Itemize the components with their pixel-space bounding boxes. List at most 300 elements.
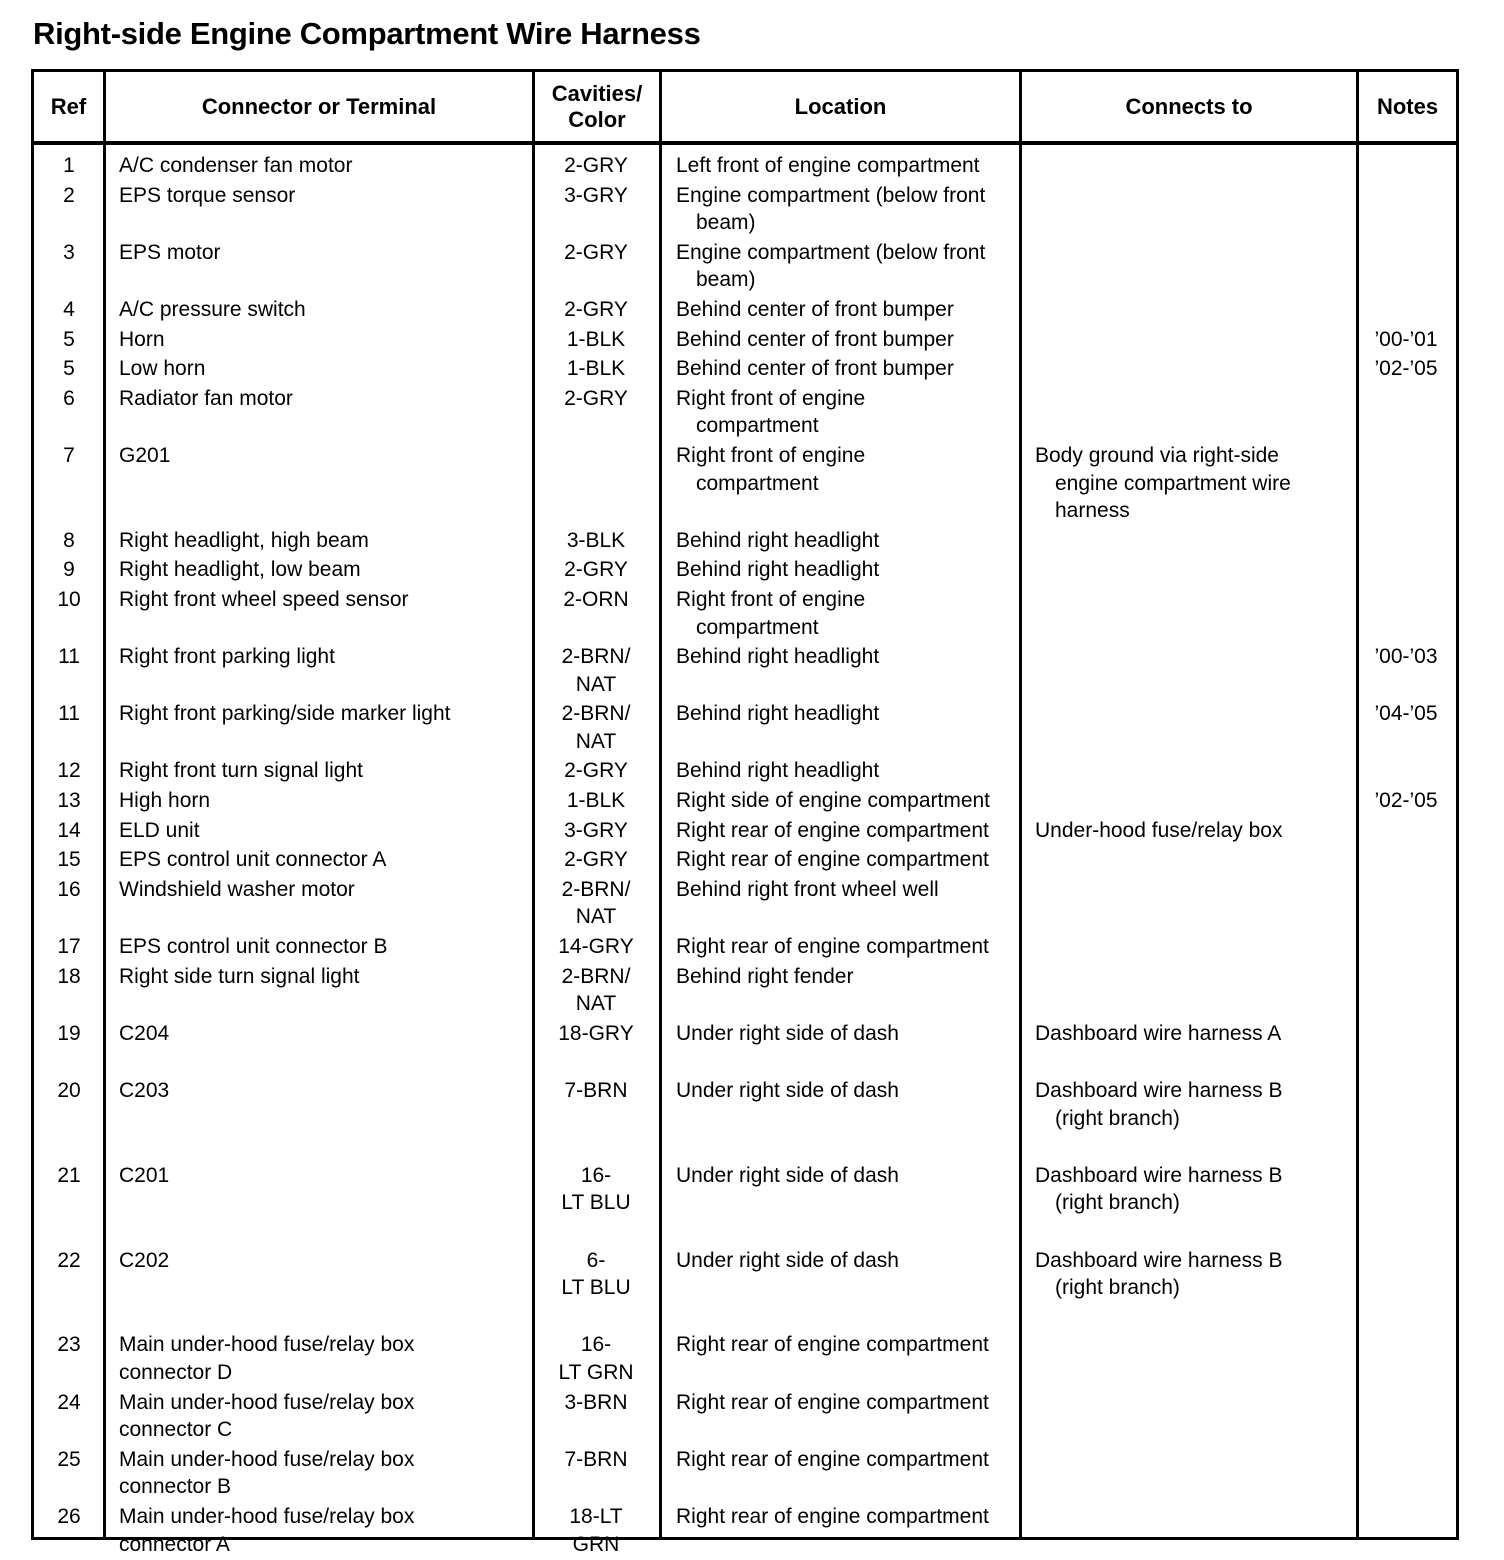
location-cell	[676, 1077, 899, 1105]
connector-cell	[119, 1503, 414, 1558]
ref-cell-line: 1	[63, 154, 75, 177]
ref-cell	[34, 326, 104, 354]
connector-cell-line: Main under-hood fuse/relay box	[119, 1390, 415, 1414]
connector-cell-line: Right front turn signal light	[119, 759, 363, 783]
connector-cell-line: C201	[119, 1163, 170, 1187]
cavities-cell-line: 1-BLK	[566, 357, 626, 381]
ref-cell-line: 13	[57, 789, 81, 813]
ref-cell	[34, 1247, 104, 1275]
connector-cell	[119, 556, 361, 584]
cavities-cell	[536, 700, 656, 755]
connector-cell-line: Right side turn signal light	[119, 964, 360, 988]
location-cell-line: Behind right headlight	[676, 759, 880, 783]
connector-cell-line: A/C pressure switch	[119, 297, 306, 321]
cavities-cell-line: 2-GRY	[564, 154, 628, 177]
cavities-cell	[536, 1020, 656, 1048]
location-cell-line: Behind right headlight	[676, 645, 880, 669]
ref-cell	[34, 442, 104, 470]
ref-cell-line: 12	[57, 759, 81, 783]
location-cell-line: Under right side of dash	[676, 1021, 899, 1045]
cavities-cell	[536, 182, 656, 210]
ref-cell-line: 14	[57, 818, 81, 842]
ref-cell	[34, 933, 104, 961]
connector-cell	[119, 1020, 169, 1048]
ref-cell	[34, 556, 104, 584]
ref-cell	[34, 385, 104, 413]
cavities-cell-line: 18-GRY	[558, 1021, 634, 1045]
ref-cell	[34, 1446, 104, 1474]
cavities-cell-line: 2-BRN/	[561, 645, 631, 669]
cavities-cell	[536, 1077, 656, 1105]
cavities-cell-line: 2-GRY	[564, 848, 628, 872]
location-cell	[676, 933, 989, 961]
location-cell	[676, 1162, 899, 1190]
table-row	[34, 700, 1456, 757]
ref-cell-line: 20	[57, 1079, 81, 1103]
location-cell	[676, 527, 879, 555]
connector-cell	[119, 182, 295, 210]
location-cell-line: beam)	[696, 268, 756, 292]
table-row	[34, 1503, 1456, 1560]
connector-cell-line: C204	[119, 1021, 170, 1045]
ref-cell	[34, 296, 104, 324]
notes-cell-line: ’02-’05	[1374, 357, 1438, 381]
header-divider	[34, 141, 1456, 145]
location-cell-line: Under right side of dash	[676, 1248, 899, 1272]
notes-cell-line: ’04-’05	[1374, 702, 1438, 726]
ref-cell-line: 10	[57, 587, 81, 611]
ref-cell	[34, 1331, 104, 1359]
notes-cell	[1358, 643, 1454, 671]
cavities-cell-line: 2-GRY	[564, 759, 628, 783]
table-row	[34, 846, 1456, 876]
location-cell	[676, 643, 879, 671]
location-cell	[676, 182, 985, 237]
cavities-cell-line: 3-BLK	[566, 528, 626, 552]
cavities-cell-line: NAT	[575, 729, 617, 753]
header-connects-to: Connects to	[1125, 93, 1253, 119]
page-title: Right-side Engine Compartment Wire Harness	[33, 16, 701, 51]
connects-to-cell-line: (right branch)	[1055, 1191, 1180, 1215]
ref-cell	[34, 787, 104, 815]
ref-cell	[34, 700, 104, 728]
connector-cell-line: EPS control unit connector A	[119, 848, 387, 872]
ref-cell-line: 25	[57, 1447, 81, 1471]
cavities-cell-line: NAT	[575, 992, 617, 1016]
connector-cell	[119, 817, 200, 845]
connector-cell-line: Low horn	[119, 357, 206, 381]
location-cell	[676, 296, 954, 324]
cavities-cell-line: NAT	[575, 905, 617, 929]
ref-cell	[34, 1162, 104, 1190]
location-cell-line: Behind right headlight	[676, 528, 880, 552]
location-cell-line: Behind right fender	[676, 964, 854, 988]
cavities-cell-line: 2-GRY	[564, 240, 628, 264]
ref-cell	[34, 182, 104, 210]
connector-cell-line: Windshield washer motor	[119, 877, 355, 901]
cavities-cell-line: 3-GRY	[564, 183, 628, 207]
connects-to-cell-line: harness	[1055, 499, 1130, 523]
location-cell-line: Engine compartment (below front	[676, 183, 986, 207]
ref-cell-line: 11	[58, 645, 80, 669]
ref-cell-line: 5	[63, 327, 75, 351]
notes-cell	[1358, 326, 1454, 354]
connects-to-cell	[1035, 1020, 1281, 1048]
location-cell-line: Right front of engine	[676, 443, 866, 467]
cavities-cell-line: 2-ORN	[563, 587, 629, 611]
connector-cell-line: Right headlight, high beam	[119, 528, 369, 552]
ref-cell	[34, 1389, 104, 1417]
notes-cell	[1358, 787, 1454, 815]
connector-cell	[119, 1331, 414, 1386]
location-cell-line: Under right side of dash	[676, 1079, 899, 1103]
cavities-cell	[536, 846, 656, 874]
connector-cell-line: connector A	[119, 1532, 230, 1556]
connector-cell	[119, 1389, 414, 1444]
connector-cell	[119, 876, 355, 904]
connector-cell-line: Main under-hood fuse/relay box	[119, 1333, 415, 1357]
cavities-cell-line: 2-GRY	[564, 558, 628, 582]
connector-cell	[119, 385, 293, 413]
connects-to-cell-line: Dashboard wire harness A	[1035, 1021, 1282, 1045]
connector-cell	[119, 643, 335, 671]
table-row	[34, 1247, 1456, 1332]
location-cell-line: Right rear of engine compartment	[676, 1390, 989, 1414]
cavities-cell	[536, 1389, 656, 1417]
connector-cell-line: Radiator fan motor	[119, 386, 293, 410]
connector-cell	[119, 527, 369, 555]
connector-cell	[119, 1247, 169, 1275]
ref-cell	[34, 586, 104, 614]
notes-cell-line: ’02-’05	[1374, 789, 1438, 813]
location-cell-line: Behind center of front bumper	[676, 327, 954, 351]
connector-cell-line: Horn	[119, 327, 165, 351]
connector-cell-line: EPS motor	[119, 240, 221, 264]
location-cell-line: Right rear of engine compartment	[676, 1447, 989, 1471]
connector-cell-line: C202	[119, 1248, 170, 1272]
cavities-cell	[536, 355, 656, 383]
cavities-cell	[536, 326, 656, 354]
cavities-cell	[536, 586, 656, 614]
ref-cell-line: 21	[57, 1163, 81, 1187]
connector-cell-line: High horn	[119, 789, 211, 813]
ref-cell	[34, 643, 104, 671]
location-cell-line: Behind center of front bumper	[676, 357, 954, 381]
ref-cell-line: 15	[57, 848, 81, 872]
location-cell	[676, 757, 879, 785]
ref-cell-line: 22	[57, 1248, 81, 1272]
cavities-cell	[536, 933, 656, 961]
location-cell-line: Behind right headlight	[676, 558, 880, 582]
connects-to-cell	[1035, 817, 1282, 845]
connector-cell-line: Right front parking light	[119, 645, 335, 669]
ref-cell-line: 23	[57, 1333, 81, 1357]
notes-cell	[1358, 355, 1454, 383]
table-row	[34, 1162, 1456, 1247]
location-cell-line: compartment	[696, 471, 819, 495]
connector-cell	[119, 1077, 169, 1105]
cavities-cell-line: 3-GRY	[564, 818, 628, 842]
header-cavities-line2: Color	[568, 106, 626, 132]
table-row	[34, 556, 1456, 586]
header-notes: Notes	[1376, 93, 1439, 119]
ref-cell-line: 24	[57, 1390, 81, 1414]
ref-cell	[34, 152, 104, 180]
cavities-cell	[536, 876, 656, 931]
ref-cell-line: 8	[63, 528, 75, 552]
cavities-cell-line: 2-BRN/	[561, 964, 631, 988]
connector-cell-line: connector C	[119, 1418, 233, 1442]
cavities-cell-line: NAT	[575, 672, 617, 696]
ref-cell	[34, 876, 104, 904]
location-cell	[676, 817, 989, 845]
connector-cell	[119, 239, 221, 267]
location-cell-line: Under right side of dash	[676, 1163, 899, 1187]
table-row	[34, 876, 1456, 933]
ref-cell-line: 3	[63, 240, 75, 264]
cavities-cell-line: GRN	[572, 1532, 620, 1556]
cavities-cell	[536, 556, 656, 584]
ref-cell	[34, 355, 104, 383]
location-cell	[676, 355, 954, 383]
ref-cell	[34, 527, 104, 555]
connector-cell-line: EPS torque sensor	[119, 183, 296, 207]
ref-cell-line: 4	[63, 297, 75, 321]
location-cell	[676, 1020, 899, 1048]
location-cell-line: Right front of engine	[676, 386, 866, 410]
cavities-cell-line: 14-GRY	[558, 935, 634, 959]
connects-to-cell	[1035, 1247, 1282, 1302]
ref-cell-line: 11	[58, 702, 80, 726]
ref-cell-line: 6	[63, 386, 75, 410]
ref-cell-line: 9	[63, 558, 75, 582]
cavities-cell-line: 2-GRY	[564, 297, 628, 321]
table-row	[34, 355, 1456, 385]
location-cell-line: beam)	[696, 211, 756, 235]
table-row	[34, 1389, 1456, 1446]
cavities-cell-line: 18-LT	[569, 1504, 623, 1528]
cavities-cell-line: 2-GRY	[564, 386, 628, 410]
cavities-cell-line: 6-	[586, 1248, 606, 1272]
location-cell	[676, 1331, 989, 1359]
connector-cell-line: ELD unit	[119, 818, 200, 842]
cavities-cell	[536, 1247, 656, 1302]
cavities-cell-line: 3-BRN	[564, 1390, 628, 1414]
cavities-cell-line: 1-BLK	[566, 789, 626, 813]
connector-cell-line: Right headlight, low beam	[119, 558, 361, 582]
location-cell	[676, 1247, 899, 1275]
table-row	[34, 787, 1456, 817]
location-cell	[676, 846, 989, 874]
connector-cell	[119, 1162, 169, 1190]
cavities-cell-line: LT BLU	[561, 1276, 631, 1300]
connector-cell-line: Main under-hood fuse/relay box	[119, 1504, 415, 1528]
location-cell	[676, 700, 879, 728]
cavities-cell	[536, 757, 656, 785]
ref-cell	[34, 963, 104, 991]
cavities-cell	[536, 643, 656, 698]
location-cell-line: Behind center of front bumper	[676, 297, 954, 321]
location-cell	[676, 239, 985, 294]
connects-to-cell-line: (right branch)	[1055, 1276, 1180, 1300]
cavities-cell-line: 2-BRN/	[561, 702, 631, 726]
ref-cell	[34, 1503, 104, 1531]
ref-cell	[34, 817, 104, 845]
connector-cell	[119, 933, 387, 961]
connects-to-cell	[1035, 1162, 1282, 1217]
location-cell	[676, 556, 879, 584]
location-cell-line: Right rear of engine compartment	[676, 1333, 989, 1357]
table-row	[34, 1020, 1456, 1077]
location-cell-line: Behind right front wheel well	[676, 877, 939, 901]
connector-cell	[119, 152, 352, 180]
table-row	[34, 182, 1456, 239]
connector-cell	[119, 963, 359, 991]
connects-to-cell	[1035, 442, 1291, 525]
location-cell	[676, 442, 865, 497]
connects-to-cell-line: Body ground via right-side	[1035, 443, 1279, 467]
cavities-cell-line: 16-	[580, 1163, 612, 1187]
connects-to-cell-line: Dashboard wire harness B	[1035, 1248, 1283, 1272]
ref-cell-line: 26	[57, 1504, 81, 1528]
cavities-cell-line: LT GRN	[558, 1361, 634, 1384]
location-cell	[676, 385, 865, 440]
connector-cell	[119, 1446, 414, 1501]
table-row	[34, 527, 1456, 557]
connector-cell-line: EPS control unit connector B	[119, 935, 388, 959]
ref-cell-line: 5	[63, 357, 75, 381]
cavities-cell	[536, 385, 656, 413]
connector-cell-line: Main under-hood fuse/relay box	[119, 1447, 415, 1471]
header-ref: Ref	[50, 93, 87, 119]
connector-cell-line: connector B	[119, 1475, 232, 1499]
cavities-cell-line: 1-BLK	[566, 327, 626, 351]
connector-cell	[119, 326, 165, 354]
connector-cell	[119, 787, 210, 815]
notes-cell-line: ’00-’03	[1374, 645, 1438, 669]
header-cavities-line1: Cavities/	[551, 80, 643, 106]
location-cell-line: Right rear of engine compartment	[676, 1504, 989, 1528]
cavities-cell-line: LT BLU	[561, 1191, 631, 1215]
header-location: Location	[794, 93, 887, 119]
table-row	[34, 239, 1456, 296]
cavities-cell	[536, 1503, 656, 1558]
cavities-cell	[536, 527, 656, 555]
table-row	[34, 933, 1456, 963]
table-row	[34, 643, 1456, 700]
location-cell-line: Right front of engine	[676, 587, 866, 611]
ref-cell-line: 16	[57, 877, 81, 901]
ref-cell-line: 18	[57, 964, 81, 988]
table-row	[34, 296, 1456, 326]
location-cell-line: Left front of engine compartment	[676, 154, 980, 177]
ref-cell	[34, 1077, 104, 1105]
location-cell-line: Right side of engine compartment	[676, 789, 991, 813]
location-cell-line: Behind right headlight	[676, 702, 880, 726]
connector-cell	[119, 586, 409, 614]
connector-cell	[119, 846, 386, 874]
ref-cell	[34, 239, 104, 267]
connects-to-cell	[1035, 1077, 1282, 1132]
ref-cell-line: 7	[63, 443, 75, 467]
ref-cell	[34, 1020, 104, 1048]
connects-to-cell-line: Under-hood fuse/relay box	[1035, 818, 1283, 842]
ref-cell	[34, 757, 104, 785]
connector-cell-line: A/C condenser fan motor	[119, 154, 353, 177]
cavities-cell-line: 2-BRN/	[561, 877, 631, 901]
notes-cell	[1358, 700, 1454, 728]
cavities-cell	[536, 1446, 656, 1474]
location-cell	[676, 326, 954, 354]
cavities-cell	[536, 239, 656, 267]
cavities-cell	[536, 817, 656, 845]
connector-cell	[119, 757, 363, 785]
location-cell	[676, 586, 865, 641]
table-row	[34, 1077, 1456, 1162]
location-cell	[676, 1446, 989, 1474]
connector-cell	[119, 700, 450, 728]
connector-cell-line: Right front parking/side marker light	[119, 702, 451, 726]
location-cell	[676, 876, 939, 904]
ref-cell	[34, 846, 104, 874]
table-row	[34, 442, 1456, 527]
table-row	[34, 586, 1456, 643]
location-cell	[676, 787, 990, 815]
location-cell-line: compartment	[696, 414, 819, 438]
location-cell-line: compartment	[696, 615, 819, 639]
cavities-cell	[536, 296, 656, 324]
connector-cell-line: Right front wheel speed sensor	[119, 587, 409, 611]
connector-cell	[119, 296, 306, 324]
connector-cell-line: C203	[119, 1079, 170, 1103]
connects-to-cell-line: engine compartment wire	[1055, 471, 1291, 495]
location-cell-line: Right rear of engine compartment	[676, 818, 989, 842]
wire-harness-table	[31, 69, 1459, 1556]
notes-cell-line: ’00-’01	[1374, 327, 1438, 351]
cavities-cell-line: 7-BRN	[564, 1447, 628, 1471]
table-body	[34, 152, 1456, 1560]
ref-cell-line: 2	[63, 183, 75, 207]
cavities-cell	[536, 787, 656, 815]
table-row	[34, 1446, 1456, 1503]
cavities-cell	[536, 963, 656, 1018]
header-connector: Connector or Terminal	[201, 93, 437, 119]
table-row	[34, 757, 1456, 787]
table-row	[34, 326, 1456, 356]
ref-cell-line: 19	[57, 1021, 81, 1045]
connector-cell	[119, 442, 170, 470]
header-cavities	[535, 72, 659, 141]
cavities-cell-line: 7-BRN	[564, 1079, 628, 1103]
table-row	[34, 1331, 1456, 1388]
connector-cell-line: G201	[119, 443, 171, 467]
table-row	[34, 152, 1456, 182]
ref-cell-line: 17	[57, 935, 81, 959]
connector-cell-line: connector D	[119, 1361, 233, 1384]
location-cell	[676, 1389, 989, 1417]
connects-to-cell-line: Dashboard wire harness B	[1035, 1163, 1283, 1187]
cavities-cell	[536, 1162, 656, 1217]
cavities-cell	[536, 152, 656, 180]
location-cell	[676, 963, 853, 991]
connects-to-cell-line: Dashboard wire harness B	[1035, 1079, 1283, 1103]
table-row	[34, 817, 1456, 847]
location-cell-line: Right rear of engine compartment	[676, 935, 989, 959]
location-cell	[676, 1503, 989, 1531]
connects-to-cell-line: (right branch)	[1055, 1106, 1180, 1130]
location-cell	[676, 152, 980, 180]
cavities-cell	[536, 1331, 656, 1386]
